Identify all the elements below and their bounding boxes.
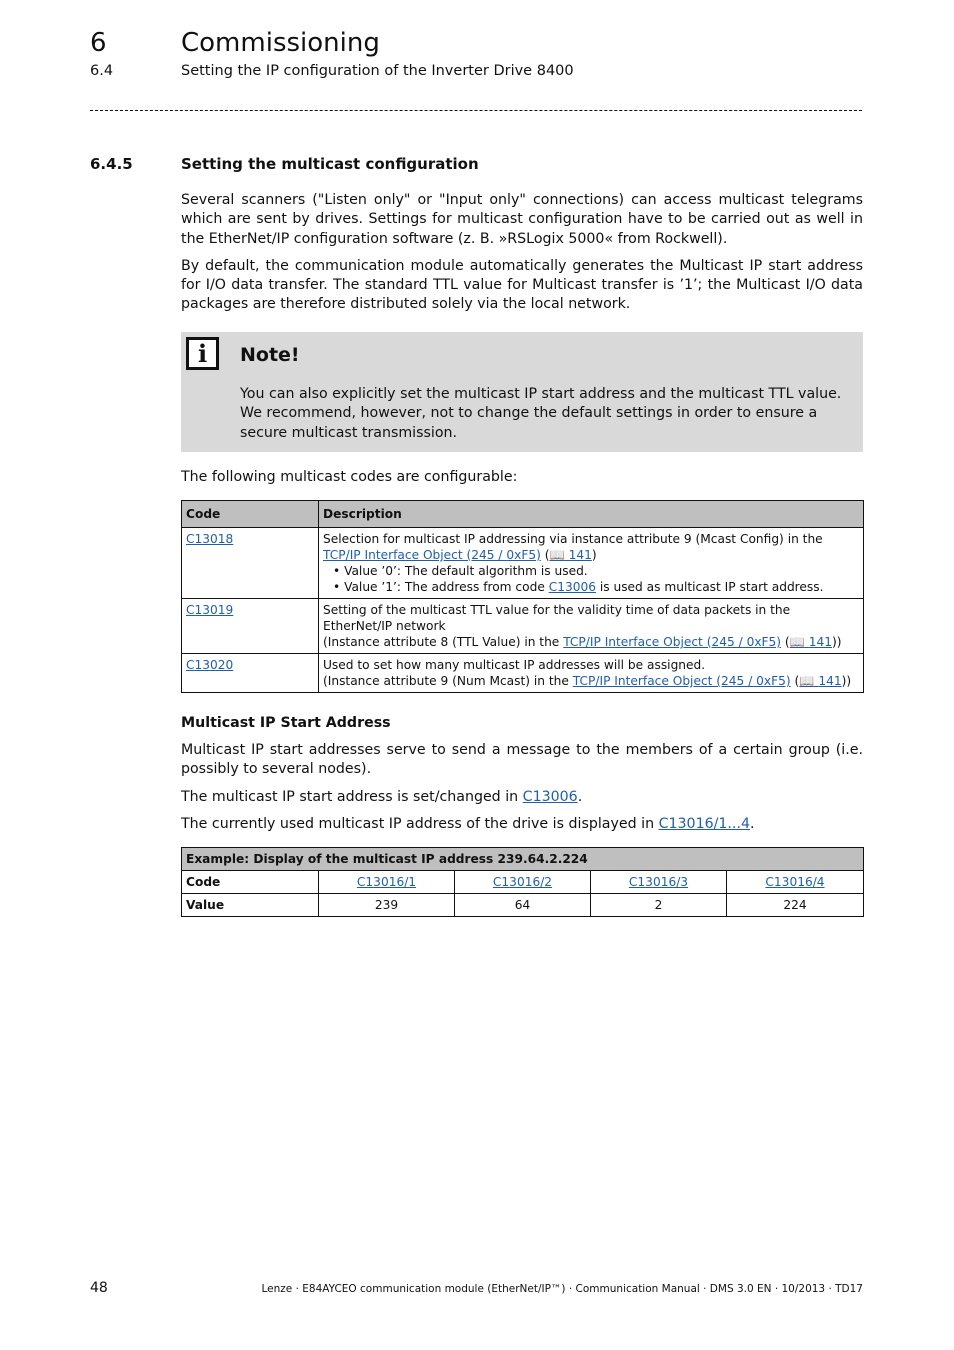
- footer-text: Lenze · E84AYCEO communication module (EtherNet/IP™) · Communication Manual · DMS 3.0 EN · 10/2013 · TD17: [261, 1283, 863, 1295]
- chapter-number: 6: [90, 28, 107, 58]
- table-caption-row: [182, 848, 864, 871]
- paragraph: By default, the communication module automatically generates the Multicast IP start address for I/O data transfer. The standard TTL value for Multicast transfer is ’1’; the Multicast I/O data packages are therefore distributed solely via the local network.: [181, 257, 863, 313]
- code-link-c13016-2[interactable]: C13016/2: [492, 875, 553, 889]
- table-row: [182, 528, 864, 599]
- page-ref: 141: [818, 674, 842, 688]
- book-icon: 📖: [799, 674, 815, 688]
- code-link-c13018[interactable]: C13018: [186, 532, 234, 546]
- section-title: Setting the IP configuration of the Inverter Drive 8400: [181, 63, 574, 79]
- list-item: • Value ’0’: The default algorithm is used.: [333, 563, 859, 579]
- code-link-c13006[interactable]: C13006: [522, 788, 578, 805]
- note-title: Note!: [240, 344, 300, 366]
- code-link-c13016-3[interactable]: C13016/3: [628, 875, 689, 889]
- page-ref: 141: [568, 548, 592, 562]
- description-cell: [319, 654, 864, 693]
- table-row: [182, 871, 864, 894]
- description-text: Selection for multicast IP addressing via instance attribute 9 (Mcast Config) in the: [323, 532, 823, 546]
- code-link-c13016-4[interactable]: C13016/4: [765, 875, 825, 889]
- page-ref-link[interactable]: [790, 635, 832, 649]
- note-text: You can also explicitly set the multicast IP start address and the multicast TTL value. We recommend, however, not to change the default settings in order to ensure a secure multicast transmission.: [240, 386, 842, 441]
- ref-paren: )): [841, 674, 852, 688]
- description-text: (Instance attribute 9 (Num Mcast) in the: [323, 674, 573, 688]
- code-link-c13006[interactable]: C13006: [548, 580, 596, 594]
- value-cell: 2: [591, 894, 727, 917]
- paragraph-text: .: [577, 788, 583, 805]
- description-cell: [319, 528, 864, 599]
- book-icon: 📖: [789, 635, 805, 649]
- row-label: Value: [182, 894, 319, 917]
- table-row: [182, 894, 864, 917]
- tcpip-object-link[interactable]: TCP/IP Interface Object (245 / 0xF5): [563, 635, 782, 649]
- table-header-row: [182, 501, 864, 528]
- code-link-c13016-1[interactable]: C13016/1: [356, 875, 417, 889]
- code-link-c13016[interactable]: C13016/1...4: [658, 815, 750, 832]
- codes-table: [181, 500, 864, 693]
- list-text: Value ’1’: The address from code: [344, 580, 549, 594]
- value-cell: 224: [727, 894, 864, 917]
- code-link-c13019[interactable]: C13019: [186, 603, 234, 617]
- paragraph: Several scanners ("Listen only" or "Input only" connections) can access multicast telegrams which are sent by drives. Settings for multicast configuration have to be carried out as well in the EtherNet/IP configuration software (z. B. »RSLogix 5000« from Rockwell).: [181, 192, 863, 247]
- ref-paren: (: [540, 548, 550, 562]
- column-header-description: Description: [319, 501, 864, 528]
- tcpip-object-link[interactable]: TCP/IP Interface Object (245 / 0xF5): [323, 548, 541, 562]
- codes-intro: [181, 468, 863, 487]
- subsection-number: 6.4.5: [90, 155, 133, 173]
- table-row: [182, 599, 864, 654]
- ref-paren: )): [832, 635, 842, 649]
- ref-paren: (: [790, 674, 800, 688]
- description-text: (Instance attribute 8 (TTL Value) in the: [323, 635, 564, 649]
- value-cell: 239: [319, 894, 455, 917]
- note-box: [181, 332, 863, 452]
- list-item: [333, 579, 859, 595]
- description-text: Setting of the multicast TTL value for the validity time of data packets in the EtherNet/IP network: [323, 603, 791, 633]
- page-ref-link[interactable]: [550, 548, 592, 562]
- example-table: [181, 847, 864, 917]
- paragraph-text: The multicast IP start address is set/changed in: [181, 788, 523, 805]
- page-ref: 141: [808, 635, 833, 649]
- book-icon: 📖: [549, 548, 565, 562]
- page-ref-link[interactable]: [799, 674, 841, 688]
- header-rule: [90, 110, 862, 111]
- info-icon: i: [186, 337, 219, 370]
- row-label: Code: [182, 871, 319, 894]
- subsection-title: Setting the multicast configuration: [181, 155, 479, 173]
- ref-paren: (: [781, 635, 790, 649]
- section-number: 6.4: [90, 63, 114, 79]
- chapter-title: Commissioning: [181, 28, 380, 58]
- paragraph: The following multicast codes are configurable:: [181, 469, 518, 485]
- page-number: 48: [90, 1280, 108, 1296]
- description-text: Used to set how many multicast IP addresses will be assigned.: [323, 658, 706, 672]
- tcpip-object-link[interactable]: TCP/IP Interface Object (245 / 0xF5): [572, 674, 791, 688]
- description-cell: [319, 599, 864, 654]
- subheading: Multicast IP Start Address: [181, 715, 391, 731]
- paragraph: [181, 788, 863, 807]
- ref-paren: ): [591, 548, 597, 562]
- table-row: [182, 654, 864, 693]
- list-text: is used as multicast IP start address.: [595, 580, 824, 594]
- paragraph-text: .: [749, 815, 755, 832]
- table-caption: Example: Display of the multicast IP address 239.64.2.224: [182, 848, 864, 871]
- column-header-code: Code: [182, 501, 319, 528]
- intro-text: [181, 191, 863, 315]
- paragraph-text: The currently used multicast IP address of the drive is displayed in: [181, 815, 659, 832]
- value-list: [323, 563, 859, 595]
- paragraph: [181, 815, 863, 834]
- code-link-c13020[interactable]: C13020: [186, 658, 234, 672]
- paragraph: Multicast IP start addresses serve to send a message to the members of a certain group (i.e. possibly to several nodes).: [181, 742, 863, 778]
- value-cell: 64: [455, 894, 591, 917]
- start-address-text: [181, 741, 863, 834]
